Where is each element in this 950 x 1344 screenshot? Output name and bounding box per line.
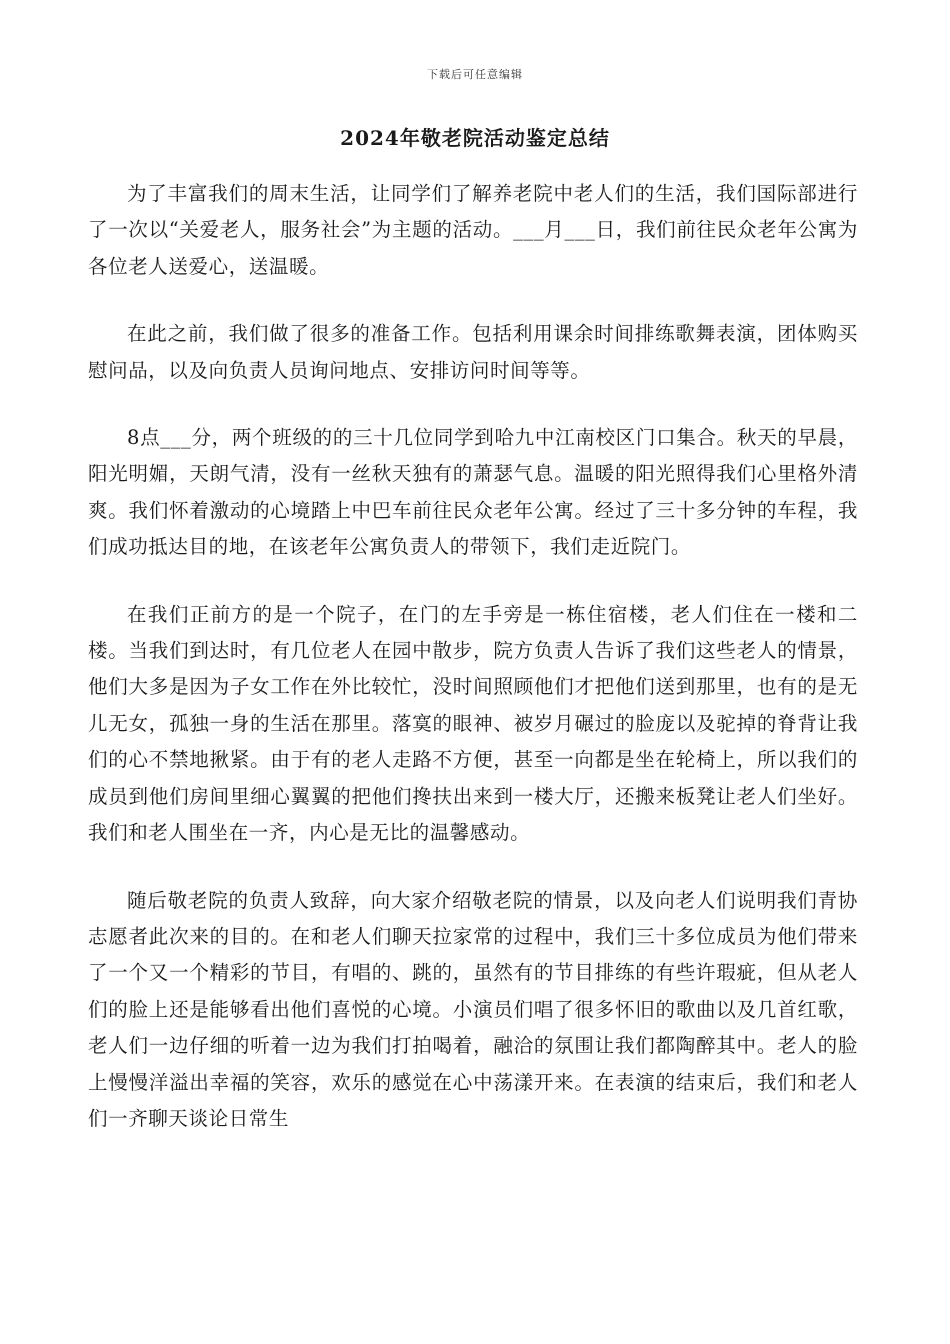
- document-body: [88, 176, 858, 1137]
- document-title: 2024年敬老院活动鉴定总结: [340, 126, 610, 150]
- paragraph-3: 8点___分，两个班级的的三十几位同学到哈九中江南校区门口集合。秋天的早晨，阳光明媚，天朗气清，没有一丝秋天独有的萧瑟气息。温暖的阳光照得我们心里格外清爽。我们怀着激动的心境踏上中巴车前往民众老年公寓。经过了三十多分钟的车程，我们成功抵达目的地，在该老年公寓负责人的带领下，我们走近院门。: [88, 426, 858, 559]
- paragraph-2: 在此之前，我们做了很多的准备工作。包括利用课余时间排练歌舞表演，团体购买慰问品，以及向负责人员询问地点、安排访问时间等等。: [88, 322, 858, 382]
- header-note: 下载后可任意编辑: [427, 68, 523, 81]
- paragraph-4: 在我们正前方的是一个院子，在门的左手旁是一栋住宿楼，老人们住在一楼和二楼。当我们到达时，有几位老人在园中散步，院方负责人告诉了我们这些老人的情景，他们大多是因为子女工作在外比较忙，没时间照顾他们才把他们送到那里，也有的是无儿无女，孤独一身的生活在那里。落寞的眼神、被岁月碾过的脸庞以及驼掉的脊背让我们的心不禁地揪紧。由于有的老人走路不方便，甚至一向都是坐在轮椅上，所以我们的成员到他们房间里细心翼翼的把他们搀扶出来到一楼大厅，还搬来板凳让老人们坐好。我们和老人围坐在一齐，内心是无比的温馨感动。: [88, 602, 858, 845]
- paragraph-1: 为了丰富我们的周末生活，让同学们了解养老院中老人们的生活，我们国际部进行了一次以“关爱老人，服务社会”为主题的活动。___月___日，我们前往民众老年公寓为各位老人送爱心，送温暖。: [88, 182, 858, 278]
- paragraph-5: 随后敬老院的负责人致辞，向大家介绍敬老院的情景，以及向老人们说明我们青协志愿者此次来的目的。在和老人们聊天拉家常的过程中，我们三十多位成员为他们带来了一个又一个精彩的节目，有唱的、跳的，虽然有的节目排练的有些许瑕疵，但从老人们的脸上还是能够看出他们喜悦的心境。小演员们唱了很多怀旧的歌曲以及几首红歌，老人们一边仔细的听着一边为我们打拍喝着，融洽的氛围让我们都陶醉其中。老人的脸上慢慢洋溢出幸福的笑容，欢乐的感觉在心中荡漾开来。在表演的结束后，我们和老人们一齐聊天谈论日常生: [88, 888, 858, 1130]
